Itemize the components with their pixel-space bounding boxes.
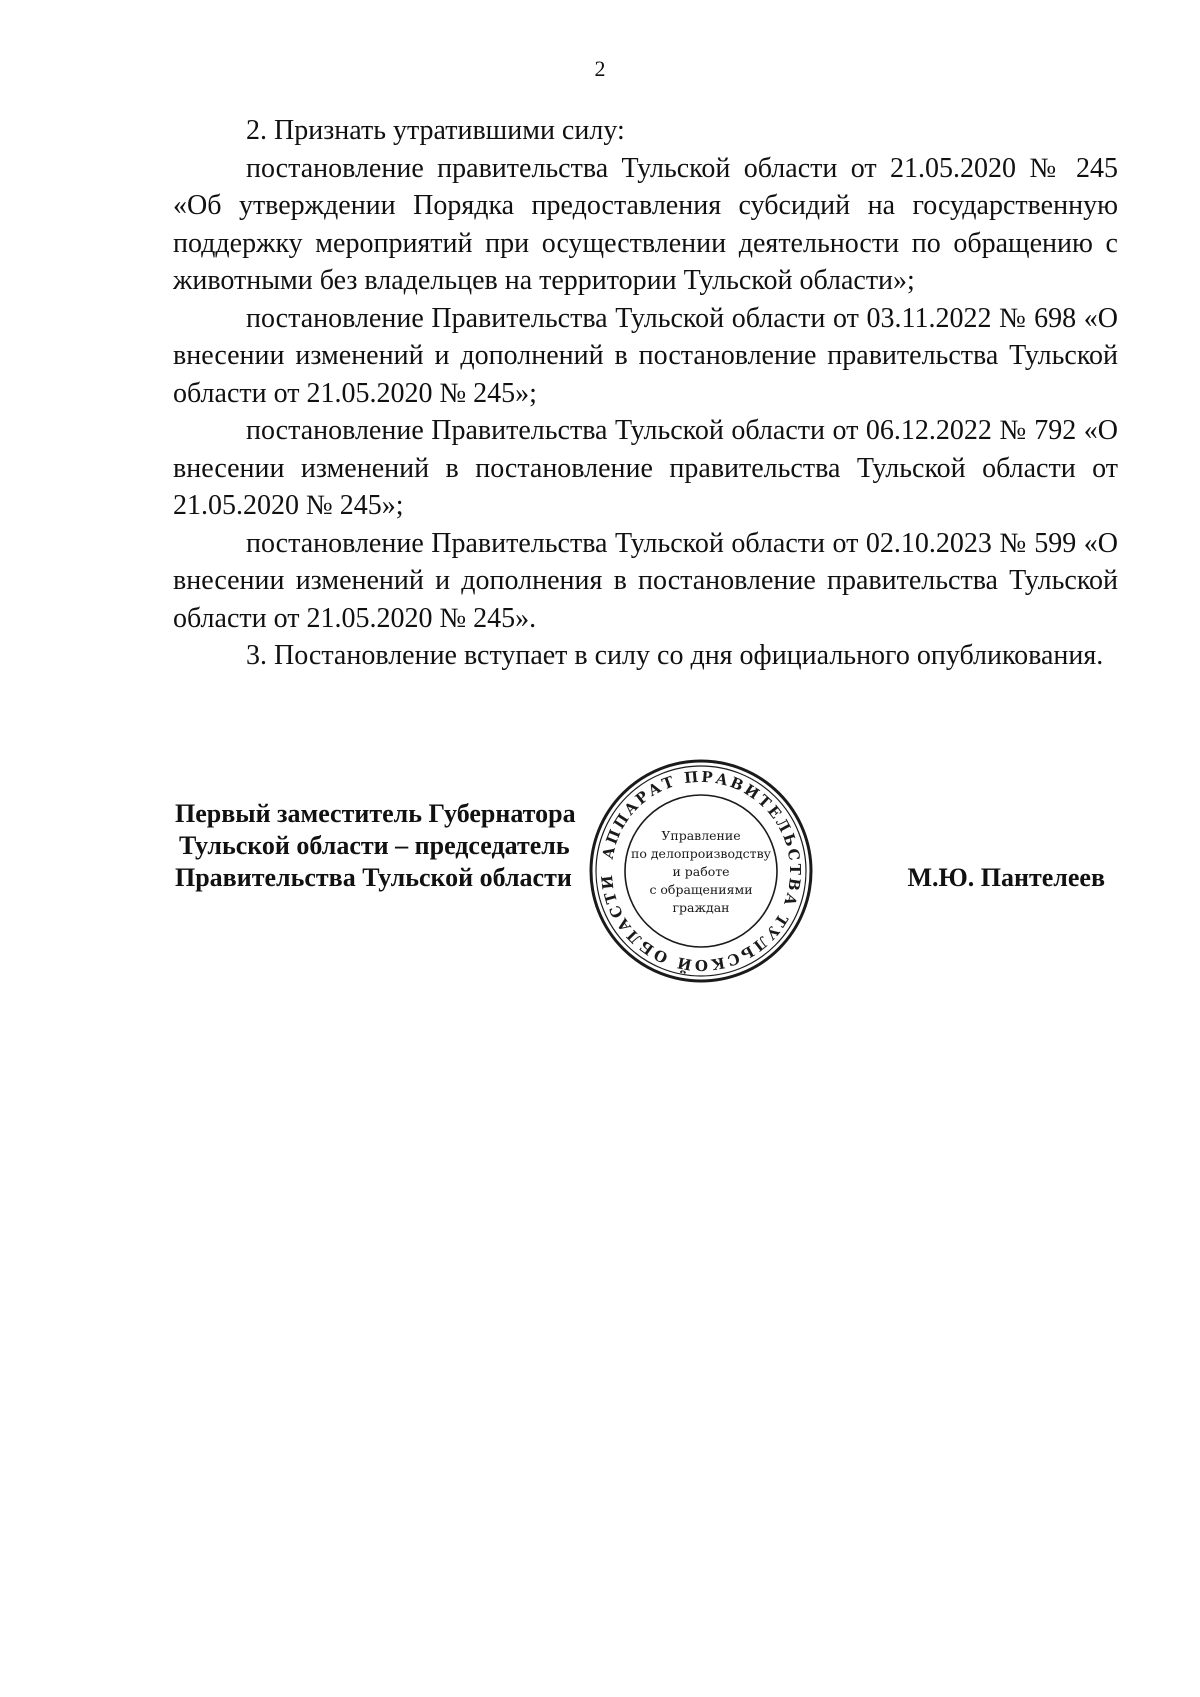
signatory-position-line: Правительства Тульской области [175, 863, 572, 892]
document-body [173, 112, 1118, 675]
official-seal [588, 758, 814, 984]
seal-center-line: Управление [661, 828, 741, 843]
seal-ring-text: АППАРАТ ПРАВИТЕЛЬСТВА ТУЛЬСКОЙ ОБЛАСТИ [597, 767, 805, 975]
signatory-position [175, 798, 576, 894]
paragraph-repeal-698: постановление Правительства Тульской области от 03.11.2022 № 698 «О внесении изменений и дополнений в постановление правительства Тульской области от 21.05.2020 № 245»; [173, 302, 1118, 409]
seal-center-line: с обращениями [649, 882, 753, 897]
seal-center-line: по делопроизводству [631, 846, 771, 861]
paragraph-effective-date: 3. Постановление вступает в силу со дня официального опубликования. [246, 640, 1104, 671]
seal-center-line: и работе [672, 864, 730, 879]
seal-center-text [631, 828, 772, 915]
seal-stamp-icon [588, 758, 814, 984]
paragraph-repeal-599: постановление Правительства Тульской области от 02.10.2023 № 599 «О внесении изменений и дополнения в постановление правительства Тульской области от 21.05.2020 № 245». [173, 527, 1118, 634]
signatory-position-line: Тульской области – председатель [179, 831, 570, 860]
signatory-name: М.Ю. Пантелеев [907, 863, 1105, 892]
paragraph-repeal-245: постановление правительства Тульской области от 21.05.2020 № 245 «Об утверждении Порядка предоставления субсидий на государственную поддержку мероприятий при осуществлении деятельности по обращению с животными без владельцев на территории Тульской области»; [173, 152, 1118, 296]
paragraph-repeal-intro: 2. Признать утратившими силу: [246, 115, 625, 146]
paragraph-repeal-792: постановление Правительства Тульской области от 06.12.2022 № 792 «О внесении изменений в постановление правительства Тульской области от 21.05.2020 № 245»; [173, 415, 1118, 521]
seal-center-line: граждан [672, 900, 730, 915]
page-number: 2 [594, 56, 606, 81]
signatory-position-line: Первый заместитель Губернатора [175, 799, 576, 828]
